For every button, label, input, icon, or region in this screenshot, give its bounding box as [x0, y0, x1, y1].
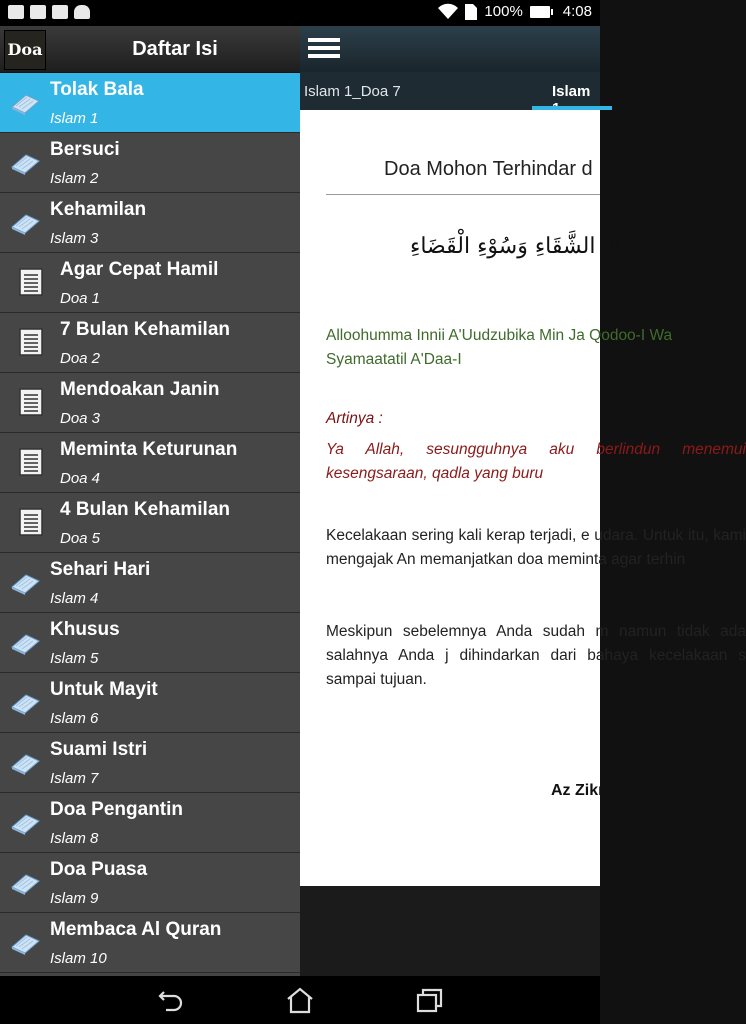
drawer-item[interactable] — [0, 553, 300, 613]
drawer-item-title: Untuk Mayit — [50, 679, 158, 700]
drawer-item-title: Mendoakan Janin — [60, 379, 220, 400]
drawer-item-subtitle: Islam 7 — [50, 770, 99, 787]
drawer-item[interactable] — [0, 673, 300, 733]
menu-icon[interactable] — [308, 34, 340, 64]
drawer-item-title: Bersuci — [50, 139, 120, 160]
drawer-list — [0, 73, 300, 973]
content-footer-area — [300, 886, 600, 976]
drawer-item-subtitle: Islam 10 — [50, 950, 107, 967]
tab-previous[interactable]: Islam 1_Doa 7 — [304, 83, 401, 100]
sim-icon — [465, 4, 477, 20]
drawer-item[interactable] — [0, 793, 300, 853]
drawer-item[interactable] — [0, 853, 300, 913]
drawer-item-title: Suami Istri — [50, 739, 148, 760]
drawer-item[interactable] — [0, 373, 300, 433]
drawer-item-subtitle: Islam 9 — [50, 890, 99, 907]
recent-apps-icon[interactable] — [414, 986, 444, 1014]
source-label: Az Zikr — [551, 782, 605, 799]
book-icon — [10, 211, 40, 235]
document-icon — [18, 327, 44, 357]
drawer-item[interactable] — [0, 913, 300, 973]
book-icon — [10, 931, 40, 955]
drawer-item[interactable] — [0, 133, 300, 193]
drawer-item[interactable] — [0, 493, 300, 553]
drawer-item-title: Kehamilan — [50, 199, 147, 220]
navigation-drawer — [0, 26, 300, 976]
book-icon — [10, 631, 40, 655]
drawer-item[interactable] — [0, 313, 300, 373]
latin-transliteration: Alloohumma Innii A'Uudzubika Min Ja Qodoo-I Wa Syamaatatil A'Daa-I — [326, 327, 673, 368]
drawer-item-subtitle: Islam 3 — [50, 230, 99, 247]
drawer-item-title: Doa Pengantin — [50, 799, 184, 820]
drawer-header — [0, 26, 300, 73]
book-icon — [10, 691, 40, 715]
book-icon — [10, 751, 40, 775]
drawer-item-subtitle: Islam 6 — [50, 710, 99, 727]
back-icon[interactable] — [156, 986, 186, 1014]
tab-strip — [300, 72, 600, 110]
drawer-item-subtitle: Doa 3 — [60, 410, 101, 427]
drawer-item-title: 4 Bulan Kehamilan — [60, 499, 230, 520]
drawer-item[interactable] — [0, 433, 300, 493]
drawer-item-title: Tolak Bala — [50, 79, 144, 100]
wifi-icon — [438, 4, 458, 20]
battery-icon — [530, 6, 550, 18]
tab-current[interactable]: Islam — [552, 83, 591, 100]
drawer-item-title: Khusus — [50, 619, 120, 640]
drawer-item[interactable] — [0, 733, 300, 793]
system-nav-bar — [0, 976, 600, 1024]
drawer-item-subtitle: Islam 2 — [50, 170, 99, 187]
clock: 4:08 — [562, 3, 592, 20]
image-icon — [8, 5, 24, 19]
status-bar — [0, 0, 600, 26]
drawer-item-title: Meminta Keturunan — [60, 439, 238, 460]
drawer-item-title: Doa Puasa — [50, 859, 148, 880]
photo-icon — [52, 5, 68, 19]
drawer-item-subtitle: Islam 1 — [50, 110, 99, 127]
app-logo[interactable]: Doa — [4, 30, 46, 70]
drawer-item[interactable] — [0, 193, 300, 253]
drawer-item[interactable] — [0, 253, 300, 313]
translation-text: Ya Allah, sesungguhnya aku berlindun menemui kesengsaraan, qadla yang buru — [326, 441, 746, 482]
action-bar — [300, 26, 600, 72]
drawer-item-title: Sehari Hari — [50, 559, 151, 580]
drawer-item-subtitle: Islam 4 — [50, 590, 99, 607]
book-icon — [10, 91, 40, 115]
description-paragraph-1: Kecelakaan sering kali kerap terjadi, e udara. Untuk itu, kami mengajak An memanjatkan doa meminta agar terhin — [326, 527, 746, 568]
book-icon — [10, 811, 40, 835]
drawer-item-subtitle: Doa 2 — [60, 350, 101, 367]
drawer-item-subtitle: Doa 4 — [60, 470, 101, 487]
home-icon[interactable] — [285, 986, 315, 1014]
description-paragraph-2: Meskipun sebelemnya Anda sudah m namun tidak ada salahnya Anda j dihindarkan dari bahaya kecelakaan s sampai tujuan. — [326, 623, 746, 688]
page-title: Doa Mohon Terhindar d — [384, 158, 593, 180]
drawer-item[interactable] — [0, 613, 300, 673]
drawer-title: Daftar Isi — [132, 38, 218, 60]
drawer-item-subtitle: Doa 5 — [60, 530, 101, 547]
drawer-item-title: Agar Cepat Hamil — [60, 259, 219, 280]
arabic-text: زِكَ الشَّقَاءِ وَسُوْءِ الْقَضَاءِ — [410, 234, 632, 259]
drawer-item[interactable] — [0, 73, 300, 133]
title-divider — [326, 194, 600, 195]
doa-page — [300, 110, 746, 886]
book-icon — [10, 151, 40, 175]
drawer-item-subtitle: Islam 5 — [50, 650, 99, 667]
battery-percent: 100% — [484, 3, 523, 20]
book-icon — [10, 571, 40, 595]
android-icon — [74, 5, 90, 19]
document-icon — [18, 387, 44, 417]
drawer-item-subtitle: Doa 1 — [60, 290, 101, 307]
drawer-item-title: 7 Bulan Kehamilan — [60, 319, 230, 340]
book-icon — [10, 871, 40, 895]
drawer-item-title: Membaca Al Quran — [50, 919, 222, 940]
clipboard-check-icon — [30, 5, 46, 19]
translation-label: Artinya : — [326, 410, 383, 427]
document-icon — [18, 267, 44, 297]
document-icon — [18, 507, 44, 537]
document-icon — [18, 447, 44, 477]
drawer-item-subtitle: Islam 8 — [50, 830, 99, 847]
